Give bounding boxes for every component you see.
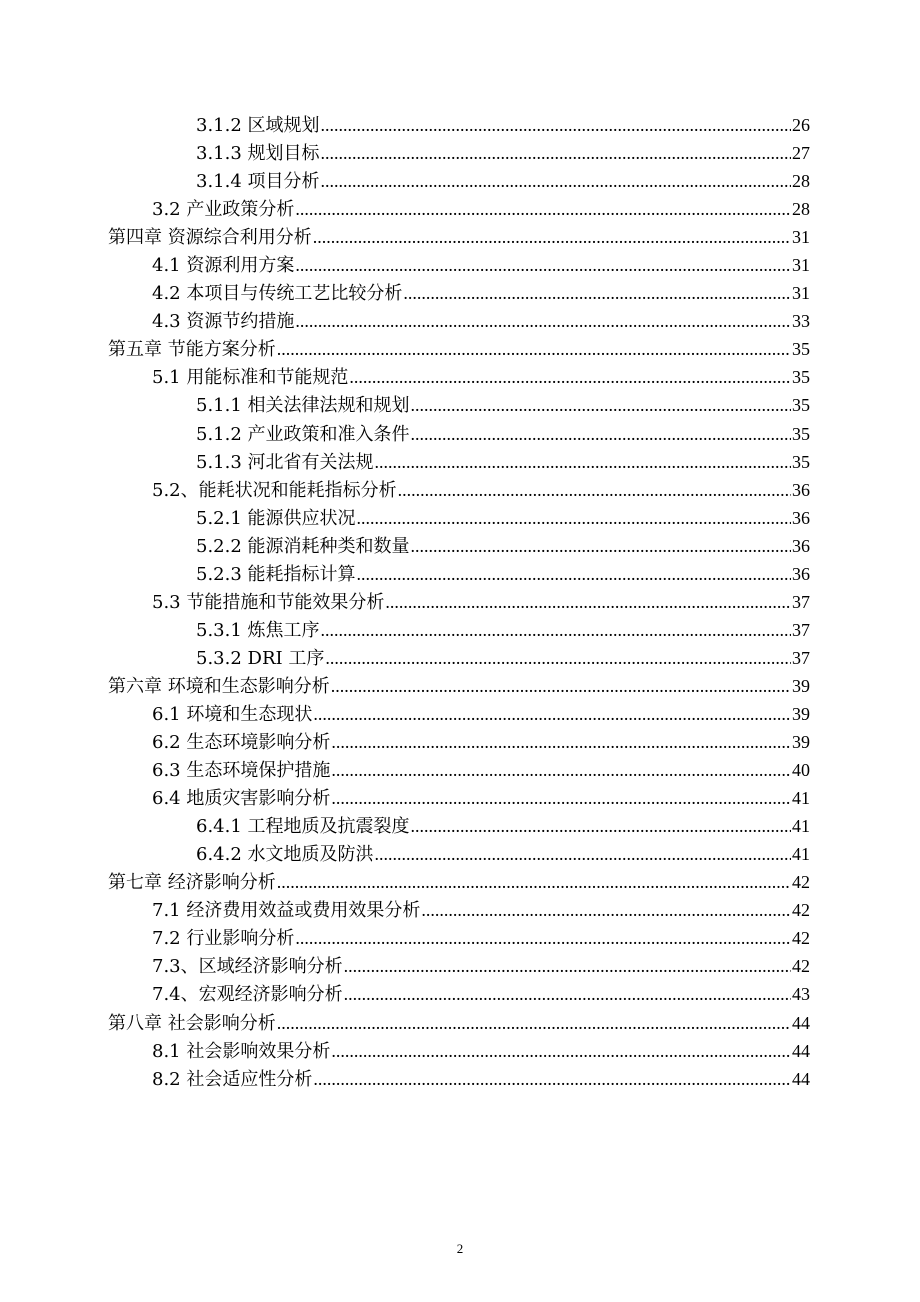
toc-entry[interactable] bbox=[0, 307, 920, 335]
toc-entry-title: 3.1.3 规划目标 bbox=[196, 143, 320, 165]
toc-entry[interactable] bbox=[0, 195, 920, 223]
toc-entry[interactable] bbox=[0, 644, 920, 672]
toc-entry-page: 37 bbox=[792, 619, 810, 640]
dot-leader bbox=[313, 223, 791, 251]
toc-entry-page: 35 bbox=[792, 339, 810, 360]
toc-entry-page: 31 bbox=[792, 283, 810, 304]
toc-entry-title: 3.1.4 项目分析 bbox=[196, 171, 320, 193]
dot-leader bbox=[385, 588, 791, 616]
toc-entry[interactable] bbox=[0, 363, 920, 391]
toc-entry-page: 41 bbox=[792, 816, 810, 837]
toc-entry[interactable] bbox=[0, 111, 920, 139]
toc-entry-title: 6.3 生态环境保护措施 bbox=[152, 760, 331, 782]
toc-entry-page: 28 bbox=[792, 199, 810, 220]
dot-leader bbox=[331, 784, 791, 812]
toc-entry-title: 5.1.1 相关法律法规和规划 bbox=[196, 395, 410, 417]
dot-leader bbox=[331, 672, 791, 700]
dot-leader bbox=[331, 728, 791, 756]
toc-entry[interactable] bbox=[0, 560, 920, 588]
dot-leader bbox=[411, 532, 791, 560]
toc-entry-page: 39 bbox=[792, 703, 810, 724]
dot-leader bbox=[344, 980, 791, 1008]
dot-leader bbox=[321, 616, 791, 644]
dot-leader bbox=[403, 279, 791, 307]
toc-entry-title: 6.1 环境和生态现状 bbox=[152, 703, 313, 725]
toc-entry-page: 31 bbox=[792, 227, 810, 248]
toc-entry[interactable] bbox=[0, 896, 920, 924]
toc-entry[interactable] bbox=[0, 1037, 920, 1065]
toc-entry-page: 41 bbox=[792, 788, 810, 809]
toc-entry-title: 8.2 社会适应性分析 bbox=[152, 1068, 313, 1090]
toc-entry-title: 6.4.1 工程地质及抗震裂度 bbox=[196, 816, 410, 838]
toc-entry-page: 26 bbox=[792, 115, 810, 135]
toc-entry-page: 33 bbox=[792, 311, 810, 332]
toc-entry-title: 5.1.3 河北省有关法规 bbox=[196, 451, 374, 473]
toc-entry[interactable] bbox=[0, 476, 920, 504]
toc-entry-page: 44 bbox=[792, 1012, 810, 1033]
toc-entry[interactable] bbox=[0, 504, 920, 532]
toc-entry[interactable] bbox=[0, 335, 920, 363]
toc-entry-page: 42 bbox=[792, 900, 810, 921]
toc-entry[interactable] bbox=[0, 420, 920, 448]
toc-entry[interactable] bbox=[0, 756, 920, 784]
toc-entry-page: 42 bbox=[792, 928, 810, 949]
toc-entry-page: 44 bbox=[792, 1068, 810, 1089]
dot-leader bbox=[295, 251, 791, 279]
dot-leader bbox=[295, 924, 791, 952]
toc-entry-title: 7.4、宏观经济影响分析 bbox=[152, 984, 343, 1006]
toc-entry[interactable] bbox=[0, 952, 920, 980]
toc-entry[interactable] bbox=[0, 1009, 920, 1037]
toc-entry-title: 6.2 生态环境影响分析 bbox=[152, 732, 331, 754]
dot-leader bbox=[331, 1037, 791, 1065]
toc-entry-title: 第六章 环境和生态影响分析 bbox=[108, 675, 330, 697]
dot-leader bbox=[277, 1009, 791, 1037]
toc-entry-page: 36 bbox=[792, 563, 810, 584]
toc-entry-page: 44 bbox=[792, 1040, 810, 1061]
dot-leader bbox=[411, 391, 791, 419]
toc-entry-page: 31 bbox=[792, 255, 810, 276]
dot-leader bbox=[313, 1065, 791, 1093]
toc-entry[interactable] bbox=[0, 700, 920, 728]
toc-entry-page: 35 bbox=[792, 367, 810, 388]
toc-entry-page: 41 bbox=[792, 844, 810, 865]
dot-leader bbox=[277, 868, 791, 896]
toc-entry-title: 6.4 地质灾害影响分析 bbox=[152, 788, 331, 810]
dot-leader bbox=[331, 756, 791, 784]
dot-leader bbox=[321, 139, 791, 167]
dot-leader bbox=[357, 560, 791, 588]
dot-leader bbox=[349, 363, 791, 391]
toc-entry[interactable] bbox=[0, 924, 920, 952]
toc-entry[interactable] bbox=[0, 391, 920, 419]
toc-entry-page: 37 bbox=[792, 647, 810, 668]
toc-entry[interactable] bbox=[0, 868, 920, 896]
dot-leader bbox=[411, 812, 791, 840]
toc-entry[interactable] bbox=[0, 1065, 920, 1093]
toc-entry-page: 39 bbox=[792, 732, 810, 753]
dot-leader bbox=[398, 476, 791, 504]
toc-entry[interactable] bbox=[0, 980, 920, 1008]
dot-leader bbox=[277, 335, 791, 363]
toc-entry[interactable] bbox=[0, 251, 920, 279]
dot-leader bbox=[295, 195, 791, 223]
toc-entry-title: 3.1.2 区域规划 bbox=[196, 115, 320, 136]
toc-entry[interactable] bbox=[0, 532, 920, 560]
toc-entry-page: 40 bbox=[792, 760, 810, 781]
dot-leader bbox=[295, 307, 791, 335]
toc-entry-title: 7.3、区域经济影响分析 bbox=[152, 956, 343, 978]
dot-leader bbox=[421, 896, 791, 924]
toc-entry-page: 28 bbox=[792, 171, 810, 192]
toc-entry-title: 5.2.3 能耗指标计算 bbox=[196, 563, 356, 585]
toc-entry-title: 第七章 经济影响分析 bbox=[108, 872, 276, 894]
toc-entry-page: 36 bbox=[792, 507, 810, 528]
toc-entry-page: 36 bbox=[792, 535, 810, 556]
toc-entry-title: 4.3 资源节约措施 bbox=[152, 311, 295, 333]
toc-entry-page: 27 bbox=[792, 143, 810, 164]
toc-entry[interactable] bbox=[0, 448, 920, 476]
toc-entry-title: 3.2 产业政策分析 bbox=[152, 199, 295, 221]
toc-entry-title: 5.3 节能措施和节能效果分析 bbox=[152, 591, 385, 613]
toc-entry-page: 42 bbox=[792, 872, 810, 893]
toc-entry-title: 第五章 节能方案分析 bbox=[108, 339, 276, 361]
toc-entry-title: 7.1 经济费用效益或费用效果分析 bbox=[152, 900, 421, 922]
toc-entry[interactable] bbox=[0, 139, 920, 167]
toc-entry-title: 第八章 社会影响分析 bbox=[108, 1012, 276, 1034]
toc-entry-title: 第四章 资源综合利用分析 bbox=[108, 227, 312, 249]
toc-entry[interactable] bbox=[0, 167, 920, 195]
page-number: 2 bbox=[456, 1241, 464, 1256]
toc-entry[interactable] bbox=[0, 840, 920, 868]
toc-entry[interactable] bbox=[0, 784, 920, 812]
toc-entry-page: 37 bbox=[792, 591, 810, 612]
dot-leader bbox=[375, 448, 791, 476]
table-of-contents bbox=[0, 111, 920, 1093]
dot-leader bbox=[357, 504, 791, 532]
toc-entry-page: 39 bbox=[792, 675, 810, 696]
toc-entry-title: 5.2.1 能源供应状况 bbox=[196, 507, 356, 529]
dot-leader bbox=[321, 111, 791, 139]
toc-entry-title: 5.3.1 炼焦工序 bbox=[196, 619, 320, 641]
toc-entry-title: 6.4.2 水文地质及防洪 bbox=[196, 844, 374, 866]
toc-entry-title: 5.1.2 产业政策和准入条件 bbox=[196, 423, 410, 445]
toc-entry-title: 8.1 社会影响效果分析 bbox=[152, 1040, 331, 1062]
toc-entry-title: 5.2.2 能源消耗种类和数量 bbox=[196, 535, 410, 557]
toc-entry-page: 36 bbox=[792, 479, 810, 500]
toc-entry-title: 5.3.2 DRI 工序 bbox=[196, 647, 325, 669]
toc-entry-page: 43 bbox=[792, 984, 810, 1005]
toc-entry[interactable] bbox=[0, 616, 920, 644]
dot-leader bbox=[325, 644, 791, 672]
toc-entry-page: 35 bbox=[792, 451, 810, 472]
toc-entry-page: 35 bbox=[792, 395, 810, 416]
toc-entry[interactable] bbox=[0, 223, 920, 251]
dot-leader bbox=[411, 420, 791, 448]
dot-leader bbox=[344, 952, 791, 980]
toc-entry-page: 42 bbox=[792, 956, 810, 977]
toc-entry-title: 5.1 用能标准和节能规范 bbox=[152, 367, 349, 389]
toc-entry-title: 7.2 行业影响分析 bbox=[152, 928, 295, 950]
toc-entry-title: 4.2 本项目与传统工艺比较分析 bbox=[152, 283, 403, 305]
dot-leader bbox=[375, 840, 791, 868]
toc-entry-page: 35 bbox=[792, 423, 810, 444]
dot-leader bbox=[313, 700, 791, 728]
toc-entry[interactable] bbox=[0, 728, 920, 756]
toc-entry[interactable] bbox=[0, 812, 920, 840]
toc-entry-title: 5.2、能耗状况和能耗指标分析 bbox=[152, 479, 397, 501]
toc-entry[interactable] bbox=[0, 588, 920, 616]
toc-entry[interactable] bbox=[0, 279, 920, 307]
toc-entry[interactable] bbox=[0, 672, 920, 700]
dot-leader bbox=[321, 167, 791, 195]
toc-entry-title: 4.1 资源利用方案 bbox=[152, 255, 295, 277]
